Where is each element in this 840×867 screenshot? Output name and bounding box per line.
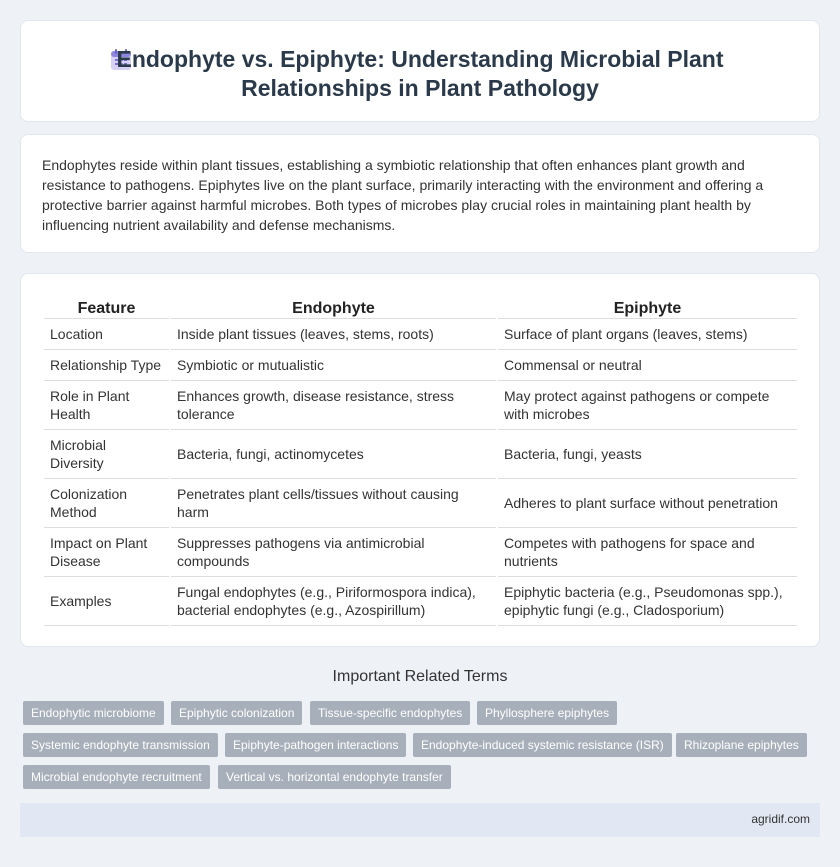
related-tag[interactable]: Phyllosphere epiphytes bbox=[477, 701, 617, 725]
intro-card bbox=[20, 134, 820, 253]
table-cell: Fungal endophytes (e.g., Piriformospora indica), bacterial endophytes (e.g., Azospirillum) bbox=[171, 577, 496, 626]
table-header-row bbox=[44, 295, 797, 319]
table-cell: Epiphytic bacteria (e.g., Pseudomonas spp.), epiphytic fungi (e.g., Cladosporium) bbox=[498, 577, 797, 626]
table-cell: Location bbox=[44, 319, 169, 350]
header-epiphyte: Epiphyte bbox=[498, 295, 797, 319]
table-cell: Commensal or neutral bbox=[498, 350, 797, 381]
table-cell: Symbiotic or mutualistic bbox=[171, 350, 496, 381]
table-cell: Colonization Method bbox=[44, 479, 169, 528]
intro-paragraph: Endophytes reside within plant tissues, establishing a symbiotic relationship that often enhances plant growth and resistance to pathogens. Epiphytes live on the plant surface, primarily interacting with the environment and offering a protective barrier against harmful microbes. Both types of microbes play crucial roles in maintaining plant health by influencing nutrient availability and defense mechanisms. bbox=[42, 157, 764, 233]
related-terms-title: Important Related Terms bbox=[332, 668, 508, 685]
related-tag[interactable]: Epiphyte-pathogen interactions bbox=[225, 733, 406, 757]
header-feature: Feature bbox=[44, 295, 169, 319]
footer-site-link[interactable]: agridif.com bbox=[751, 812, 810, 826]
table-cell: Relationship Type bbox=[44, 350, 169, 381]
table-cell: Bacteria, fungi, yeasts bbox=[498, 430, 797, 479]
table-cell: Enhances growth, disease resistance, stress tolerance bbox=[171, 381, 496, 430]
comparison-table bbox=[42, 295, 799, 626]
header-card bbox=[20, 20, 820, 122]
table-row bbox=[44, 319, 797, 350]
table-cell: Role in Plant Health bbox=[44, 381, 169, 430]
related-tag[interactable]: Endophyte-induced systemic resistance (ISR) bbox=[413, 733, 672, 757]
related-tag[interactable]: Tissue-specific endophytes bbox=[310, 701, 470, 725]
table-cell: Suppresses pathogens via antimicrobial compounds bbox=[171, 528, 496, 577]
table-cell: Microbial Diversity bbox=[44, 430, 169, 479]
table-cell: Penetrates plant cells/tissues without causing harm bbox=[171, 479, 496, 528]
table-cell: Bacteria, fungi, actinomycetes bbox=[171, 430, 496, 479]
related-tag[interactable]: Systemic endophyte transmission bbox=[23, 733, 218, 757]
table-row bbox=[44, 479, 797, 528]
table-cell: Surface of plant organs (leaves, stems) bbox=[498, 319, 797, 350]
related-tag[interactable]: Rhizoplane epiphytes bbox=[676, 733, 807, 757]
page-title-line-1: Endophyte vs. Epiphyte: Understanding Microbial Plant bbox=[116, 46, 724, 72]
header-endophyte: Endophyte bbox=[171, 295, 496, 319]
table-row bbox=[44, 381, 797, 430]
table-cell: May protect against pathogens or compete with microbes bbox=[498, 381, 797, 430]
table-cell: Impact on Plant Disease bbox=[44, 528, 169, 577]
table-row bbox=[44, 577, 797, 626]
page-title-line-2: Relationships in Plant Pathology bbox=[241, 75, 599, 101]
related-tag[interactable]: Endophytic microbiome bbox=[23, 701, 164, 725]
table-row bbox=[44, 430, 797, 479]
related-tag[interactable]: Microbial endophyte recruitment bbox=[23, 765, 210, 789]
table-row bbox=[44, 350, 797, 381]
related-tag[interactable]: Vertical vs. horizontal endophyte transfer bbox=[218, 765, 451, 789]
table-row bbox=[44, 528, 797, 577]
related-tag[interactable]: Epiphytic colonization bbox=[171, 701, 302, 725]
comparison-card bbox=[20, 273, 820, 647]
table-cell: Inside plant tissues (leaves, stems, roots) bbox=[171, 319, 496, 350]
footer bbox=[20, 803, 820, 837]
table-cell: Examples bbox=[44, 577, 169, 626]
table-cell: Adheres to plant surface without penetration bbox=[498, 479, 797, 528]
table-cell: Competes with pathogens for space and nutrients bbox=[498, 528, 797, 577]
page-title bbox=[21, 45, 819, 103]
